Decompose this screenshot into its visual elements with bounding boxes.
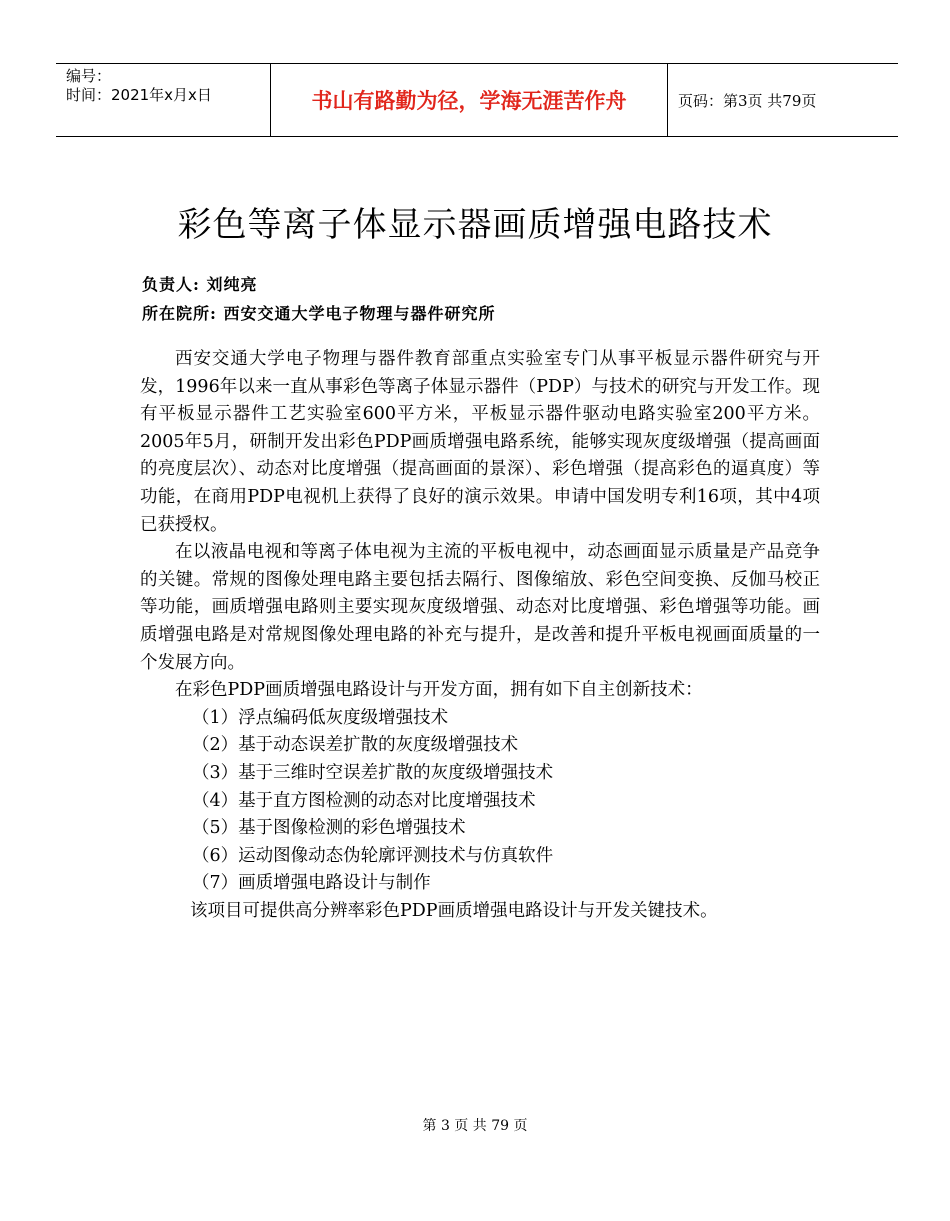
header-time-label: 时间：2021年x月x日 [66, 86, 212, 104]
header-info-cell [56, 64, 270, 136]
list-item: （6）运动图像动态伪轮廓评测技术与仿真软件 [192, 845, 554, 866]
responsible-person: 负责人: 刘纯亮 [142, 275, 258, 294]
paragraph-context: 在以液晶电视和等离子体电视为主流的平板电视中，动态画面显示质量是产品竞争的关键。常规的图像处理电路主要包括去隔行、图像缩放、彩色空间变换、反伽马校正等功能，画质增强电路则主要实现灰度级增强、动态对比度增强、彩色增强等功能。画质增强电路是对常规图像处理电路的补充与提升，是改善和提升平板电视画面质量的一个发展方向。 [140, 542, 820, 673]
institute: 所在院所: 西安交通大学电子物理与器件研究所 [142, 304, 496, 323]
list-item: （4）基于直方图检测的动态对比度增强技术 [192, 790, 536, 811]
paragraph-closing: 该项目可提供高分辨率彩色PDP画质增强电路设计与开发关键技术。 [190, 900, 718, 921]
list-item: （2）基于动态误差扩散的灰度级增强技术 [192, 735, 519, 756]
list-item: （7）画质增强电路设计与制作 [192, 873, 431, 894]
page-header [56, 63, 898, 137]
header-page-info: 页码：第3页 共79页 [678, 91, 817, 110]
header-number-label: 编号： [66, 67, 112, 85]
paragraph-lead: 在彩色PDP画质增强电路设计与开发方面，拥有如下自主创新技术： [175, 680, 703, 701]
header-motto-cell [270, 64, 668, 136]
technique-list [140, 705, 820, 898]
list-item: （1）浮点编码低灰度级增强技术 [192, 707, 449, 728]
header-page-cell [668, 64, 898, 136]
list-item: （5）基于图像检测的彩色增强技术 [192, 818, 466, 839]
page-footer: 第 3 页 共 79 页 [422, 1118, 528, 1134]
list-item: （3）基于三维时空误差扩散的灰度级增强技术 [192, 762, 554, 783]
document-body [140, 346, 820, 925]
header-motto: 书山有路勤为径，学海无涯苦作舟 [311, 89, 627, 113]
paragraph-intro: 西安交通大学电子物理与器件教育部重点实验室专门从事平板显示器件研究与开发，1996年以来一直从事彩色等离子体显示器件（PDP）与技术的研究与开发工作。现有平板显示器件工艺实验室600平方米，平板显示器件驱动电路实验室200平方米。2005年5月，研制开发出彩色PDP画质增强电路系统，能够实现灰度级增强（提高画面的亮度层次）、动态对比度增强（提高画面的景深）、彩色增强（提高彩色的逼真度）等功能，在商用PDP电视机上获得了良好的演示效果。申请中国发明专利16项，其中4项已获授权。 [140, 349, 820, 535]
document-title: 彩色等离子体显示器画质增强电路技术 [177, 205, 773, 245]
